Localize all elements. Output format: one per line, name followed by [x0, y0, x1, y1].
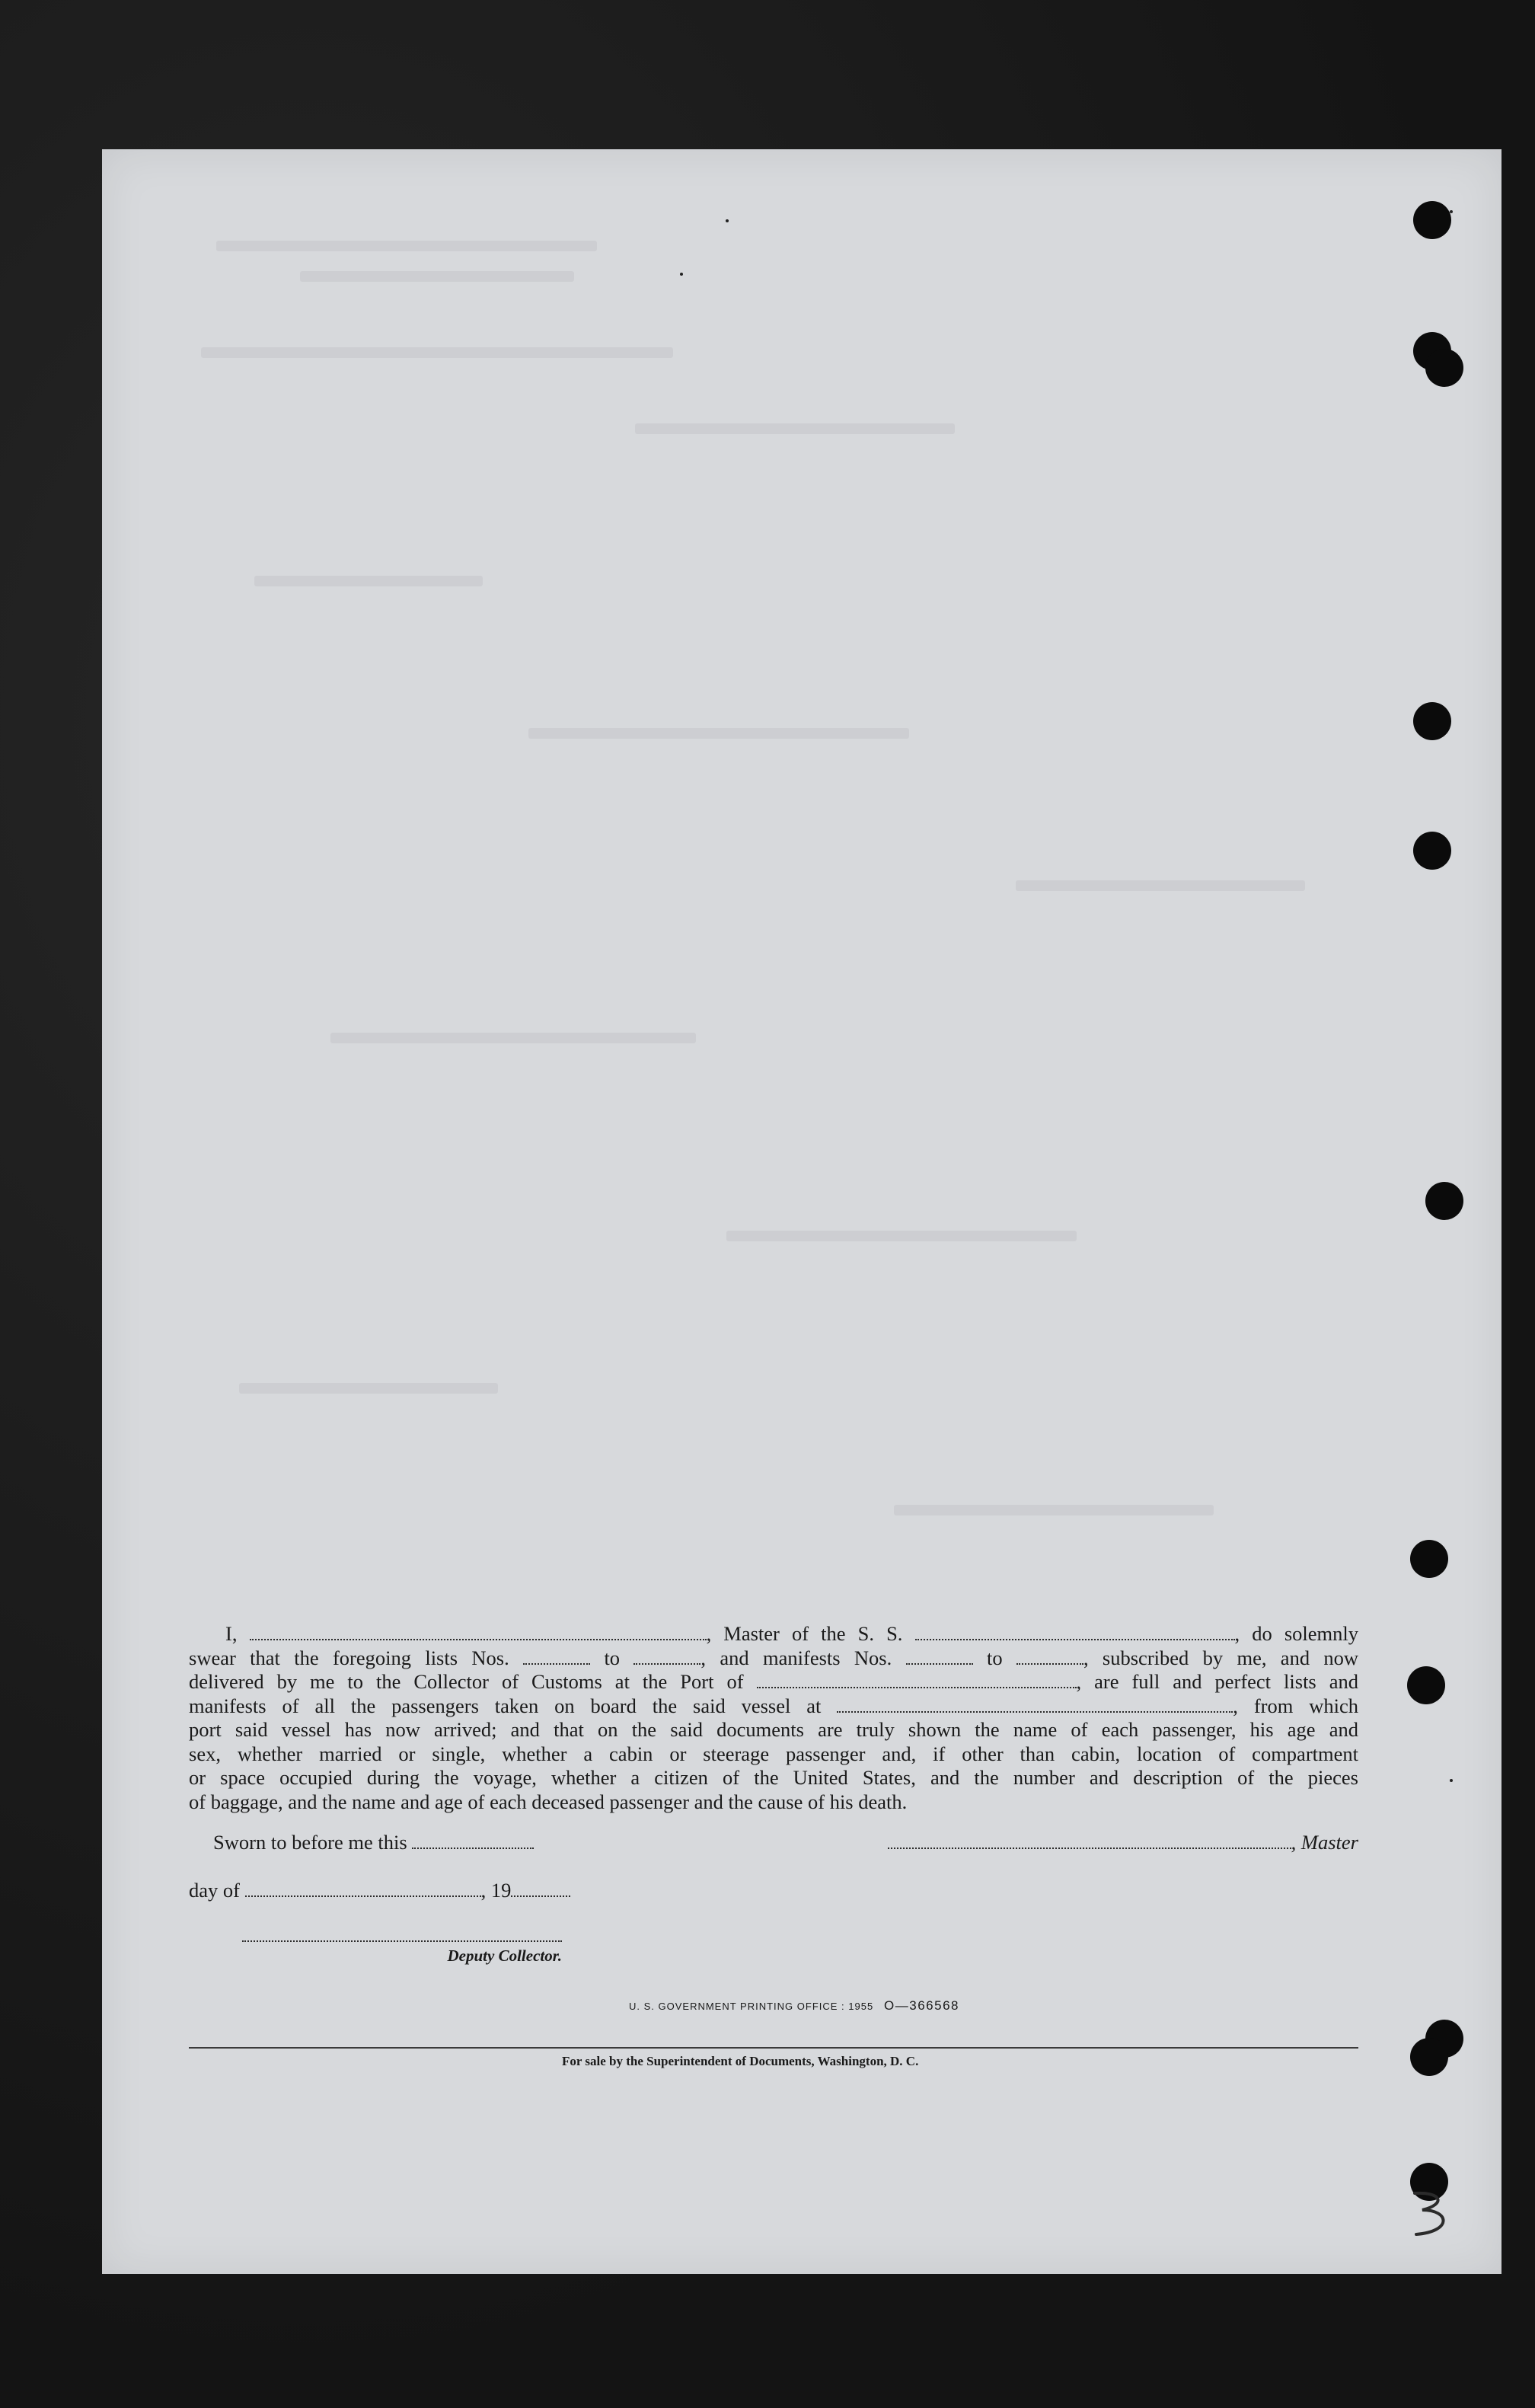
- master-signature-blank[interactable]: [888, 1831, 1291, 1849]
- sworn-label: Sworn to before me this: [213, 1831, 407, 1854]
- printing-office-text: U. S. GOVERNMENT PRINTING OFFICE : 1955: [629, 2001, 874, 2012]
- deputy-signature-blank[interactable]: [242, 1940, 562, 1942]
- master-name-blank[interactable]: [250, 1622, 707, 1640]
- master-oath-paragraph: [189, 1622, 1358, 1814]
- year-label: , 19: [480, 1879, 512, 1902]
- oath-line: [189, 1694, 1358, 1719]
- punch-hole: [1407, 1666, 1445, 1704]
- punch-hole: [1410, 1540, 1448, 1578]
- master-label: , Master: [1291, 1831, 1358, 1854]
- punch-hole: [1413, 702, 1451, 740]
- sale-notice: For sale by the Superintendent of Documents, Washington, D. C.: [562, 2054, 919, 2068]
- day-of-label: day of: [189, 1879, 240, 1902]
- show-through-text: [726, 1231, 1077, 1241]
- oath-text: I,: [225, 1622, 238, 1645]
- oath-text: manifests of all the passengers taken on board the said vessel at: [189, 1694, 822, 1717]
- list-to-blank[interactable]: [633, 1646, 700, 1665]
- footer-divider: [189, 2047, 1358, 2049]
- printing-office-imprint: [629, 1998, 959, 2014]
- show-through-text: [1016, 880, 1305, 891]
- punch-hole: [1425, 1182, 1463, 1220]
- port-blank[interactable]: [757, 1670, 1077, 1688]
- oath-line: of baggage, and the name and age of each deceased passenger and the cause of his death.: [189, 1790, 908, 1813]
- oath-text: to: [986, 1646, 1003, 1669]
- show-through-text: [300, 271, 574, 282]
- oath-line: [189, 1646, 1358, 1671]
- punch-hole: [1425, 349, 1463, 387]
- oath-line: port said vessel has now arrived; and that on the said documents are truly shown the name of each passenger, his age and: [189, 1718, 1358, 1741]
- oath-line: sex, whether married or single, whether a cabin or steerage passenger and, if other than cabin, location of compartment: [189, 1742, 1358, 1765]
- oath-line: [189, 1622, 1358, 1646]
- show-through-text: [894, 1505, 1214, 1515]
- oath-text: , are full and perfect lists and: [1076, 1670, 1358, 1693]
- show-through-text: [254, 576, 483, 586]
- print-code: O—366568: [884, 1998, 959, 2013]
- oath-text: , from which: [1233, 1694, 1358, 1717]
- punch-hole: [1410, 2038, 1448, 2076]
- ship-name-blank[interactable]: [915, 1622, 1235, 1640]
- year-blank[interactable]: [511, 1879, 570, 1897]
- sworn-line: [213, 1831, 534, 1854]
- oath-text: , and manifests Nos.: [700, 1646, 892, 1669]
- oath-text: , do solemnly: [1234, 1622, 1359, 1645]
- dust-speck: [1450, 1779, 1453, 1782]
- month-blank[interactable]: [245, 1879, 481, 1897]
- oath-text: , subscribed by me, and now: [1083, 1646, 1359, 1669]
- master-signature-line: [870, 1831, 1358, 1854]
- dust-speck: [1450, 210, 1453, 213]
- manifest-to-blank[interactable]: [1016, 1646, 1083, 1665]
- oath-text: to: [604, 1646, 621, 1669]
- show-through-text: [330, 1033, 696, 1043]
- date-line: [189, 1879, 570, 1902]
- list-from-blank[interactable]: [523, 1646, 590, 1665]
- oath-line: [189, 1670, 1358, 1694]
- show-through-text: [635, 423, 955, 434]
- punch-hole: [1413, 201, 1451, 239]
- show-through-text: [528, 728, 909, 739]
- embarkation-port-blank[interactable]: [837, 1694, 1233, 1713]
- show-through-text: [239, 1383, 498, 1394]
- show-through-text: [201, 347, 673, 358]
- show-through-text: [216, 241, 597, 251]
- oath-text: , Master of the S. S.: [706, 1622, 903, 1645]
- dust-speck: [726, 219, 729, 222]
- oath-text: swear that the foregoing lists Nos.: [189, 1646, 509, 1669]
- sworn-day-blank[interactable]: [412, 1831, 534, 1849]
- deputy-collector-label: Deputy Collector.: [447, 1947, 562, 1965]
- dust-speck: [680, 273, 683, 276]
- manifest-from-blank[interactable]: [906, 1646, 973, 1665]
- deputy-collector-block: [242, 1940, 562, 1966]
- handwritten-mark: [1399, 2187, 1468, 2240]
- oath-line: or space occupied during the voyage, whether a citizen of the United States, and the number and description of the pieces: [189, 1766, 1358, 1789]
- oath-text: delivered by me to the Collector of Customs at the Port of: [189, 1670, 744, 1693]
- punch-hole: [1413, 832, 1451, 870]
